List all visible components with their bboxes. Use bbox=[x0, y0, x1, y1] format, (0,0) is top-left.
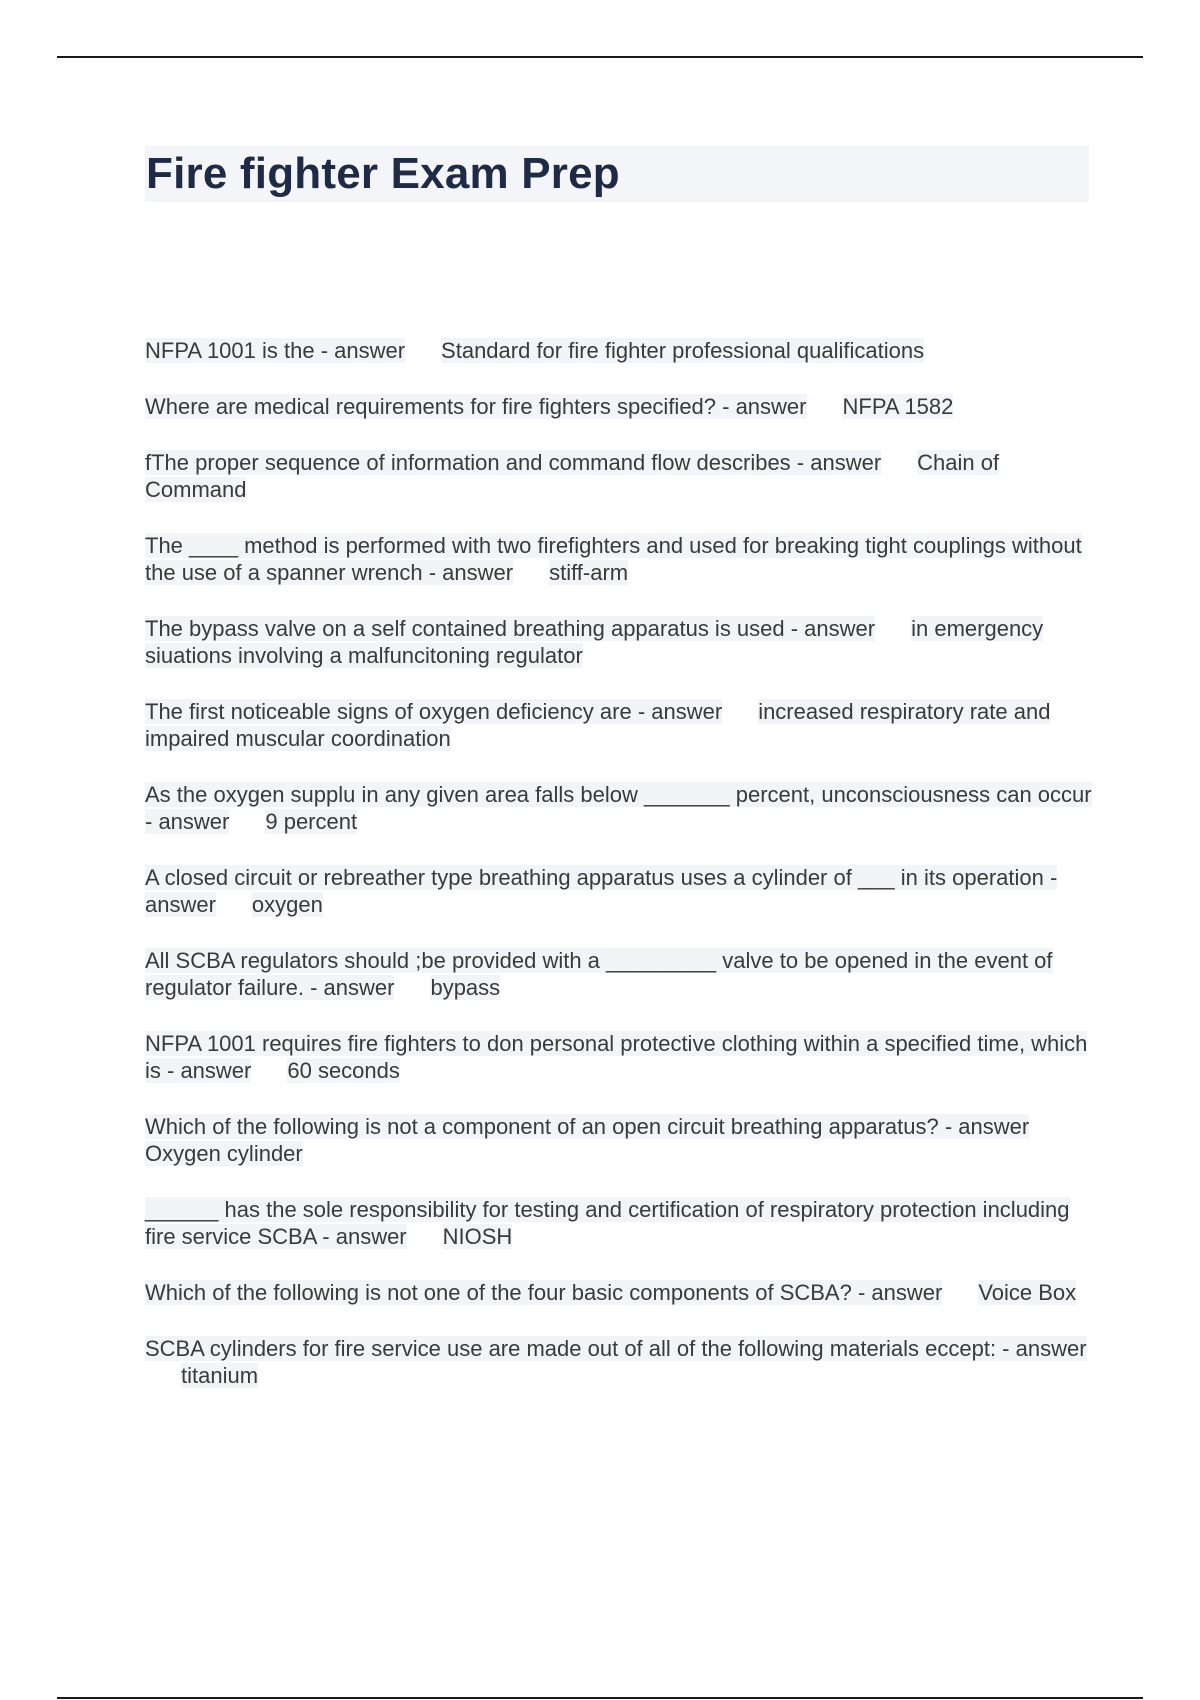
answer-text: Voice Box bbox=[978, 1280, 1077, 1305]
question-text: fThe proper sequence of information and command flow describes - answer bbox=[145, 450, 882, 475]
question-text: Which of the following is not a component of an open circuit breathing apparatus? - answer bbox=[145, 1114, 1030, 1139]
qa-item bbox=[145, 337, 1095, 364]
answer-text: Standard for fire fighter professional qualifications bbox=[441, 338, 925, 363]
question-text: ______ has the sole responsibility for testing and certification of respiratory protection including fire service SCBA - answer bbox=[145, 1197, 1070, 1249]
question-text: The ____ method is performed with two firefighters and used for breaking tight couplings without the use of a spanner wrench - answer bbox=[145, 533, 1082, 585]
qa-item bbox=[145, 1335, 1095, 1389]
answer-text: NIOSH bbox=[442, 1224, 513, 1249]
question-text: NFPA 1001 is the - answer bbox=[145, 338, 406, 363]
page-title: Fire fighter Exam Prep bbox=[146, 149, 620, 198]
question-text: SCBA cylinders for fire service use are made out of all of the following materials eccept: - answer bbox=[145, 1336, 1087, 1361]
qa-item bbox=[145, 698, 1095, 752]
qa-item bbox=[145, 947, 1095, 1001]
bottom-rule bbox=[57, 1697, 1143, 1699]
answer-text: NFPA 1582 bbox=[842, 394, 954, 419]
answer-text: increased respiratory rate and impaired muscular coordination bbox=[145, 699, 1051, 751]
question-text: Where are medical requirements for fire fighters specified? - answer bbox=[145, 394, 807, 419]
answer-text: stiff-arm bbox=[549, 560, 629, 585]
qa-list bbox=[145, 337, 1095, 1418]
qa-item bbox=[145, 1196, 1095, 1250]
qa-item bbox=[145, 1030, 1095, 1084]
top-rule bbox=[57, 56, 1143, 58]
qa-item bbox=[145, 615, 1095, 669]
qa-item bbox=[145, 781, 1095, 835]
question-text: All SCBA regulators should ;be provided with a _________ valve to be opened in the event of regulator failure. - answer bbox=[145, 948, 1053, 1000]
qa-item bbox=[145, 1113, 1095, 1167]
question-text: The bypass valve on a self contained breathing apparatus is used - answer bbox=[145, 616, 876, 641]
answer-text: Oxygen cylinder bbox=[145, 1141, 303, 1166]
answer-text: 9 percent bbox=[265, 809, 358, 834]
qa-item bbox=[145, 532, 1095, 586]
qa-item bbox=[145, 393, 1095, 420]
question-text: Which of the following is not one of the four basic components of SCBA? - answer bbox=[145, 1280, 943, 1305]
question-text: The first noticeable signs of oxygen deficiency are - answer bbox=[145, 699, 723, 724]
answer-text: titanium bbox=[181, 1363, 259, 1388]
answer-text: bypass bbox=[430, 975, 501, 1000]
answer-text: oxygen bbox=[251, 892, 323, 917]
question-text: As the oxygen supplu in any given area falls below _______ percent, unconsciousness can occur - answer bbox=[145, 782, 1092, 834]
answer-text: in emergency siuations involving a malfuncitoning regulator bbox=[145, 616, 1044, 668]
answer-text: Chain of Command bbox=[145, 450, 1000, 502]
answer-text: 60 seconds bbox=[287, 1058, 400, 1083]
qa-item bbox=[145, 1279, 1095, 1306]
question-text: NFPA 1001 requires fire fighters to don personal protective clothing within a specified time, which is - answer bbox=[145, 1031, 1088, 1083]
qa-item bbox=[145, 864, 1095, 918]
question-text: A closed circuit or rebreather type breathing apparatus uses a cylinder of ___ in its operation - answer bbox=[145, 865, 1058, 917]
qa-item bbox=[145, 449, 1095, 503]
